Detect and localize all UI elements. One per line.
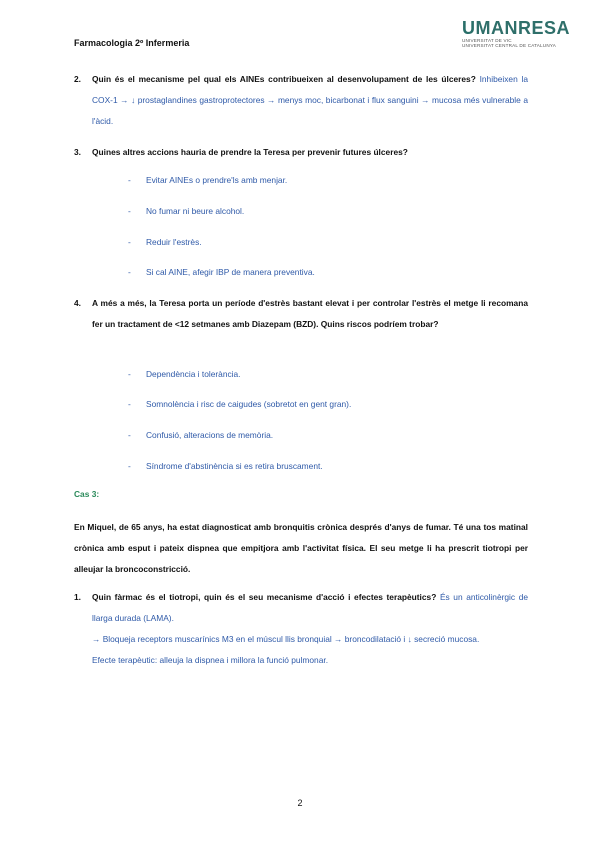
answer-text: És un anticolinèrgic de llarga durada (LAMA). [92,592,529,623]
question-text: Quin fàrmac és el tiotropi, quin és el seu mecanisme d'acció i efectes terapèutics? [92,592,437,602]
question-number: 1. [74,592,81,602]
logo-wordmark: UMANRESA [462,18,571,38]
mechanism-text: → Bloqueja receptors muscarínics M3 en el múscul llis bronquial → broncodilatació i ↓ secreció mucosa. [92,634,480,644]
question-4 [74,293,528,335]
list-item: - Dependència i tolerància. [128,369,241,379]
list-item: - Síndrome d'abstinència si es retira bruscament. [128,461,323,471]
question-number: 2. [74,74,81,84]
logo-subtitle-2: UNIVERSITAT CENTRAL DE CATALUNYA [462,43,557,49]
page-number: 2 [297,798,303,808]
logo-subtitle-1: UNIVERSITAT DE VIC [462,38,512,43]
list-item: - Somnolència i risc de caigudes (sobretot en gent gran). [128,399,352,409]
list-item: - Evitar AINEs o prendre'ls amb menjar. [128,175,288,185]
list-item: - Reduir l'estrès. [128,237,202,247]
question-text: A més a més, la Teresa porta un període d'estrès bastant elevat i per controlar l'estrès el metge li recomana fer un tractament de <12 setmanes amb Diazepam (BZD). Quins riscos podríem trobar? [92,298,528,329]
answer-text: Inhibeixen la COX-1 → ↓ prostaglandines gastroprotectores → menys moc, bicarbonat i flux sanguini → mucosa més vulnerable a l'àcid. [92,74,528,126]
question-text: Quin és el mecanisme pel qual els AINEs contribueixen al desenvolupament de les úlceres? [92,74,476,84]
list-item: - No fumar ni beure alcohol. [128,206,245,216]
question-number: 3. [74,147,81,157]
question-2 [74,69,528,132]
umanresa-logo [462,18,572,49]
list-item: - Si cal AINE, afegir IBP de manera preventiva. [128,267,315,277]
question-text: Quines altres accions hauria de prendre la Teresa per prevenir futures úlceres? [92,147,408,157]
question-number: 4. [74,298,81,308]
case-3-intro: En Miquel, de 65 anys, ha estat diagnosticat amb bronquitis crònica després d'anys de fumar. Té una tos matinal crònica amb esput i pateix dispnea que empitjora amb l'activitat física. El seu metge li ha prescrit tiotropi per alleujar la broncoconstricció. [74,522,528,574]
effect-text: Efecte terapèutic: alleuja la dispnea i millora la funció pulmonar. [92,655,329,665]
list-item: - Confusió, alteracions de memòria. [128,430,274,440]
case-3-heading: Cas 3: [74,489,100,499]
question-3 [74,142,528,163]
document-header-title: Farmacologia 2º Infermeria [74,38,190,48]
question-1 [74,587,529,671]
